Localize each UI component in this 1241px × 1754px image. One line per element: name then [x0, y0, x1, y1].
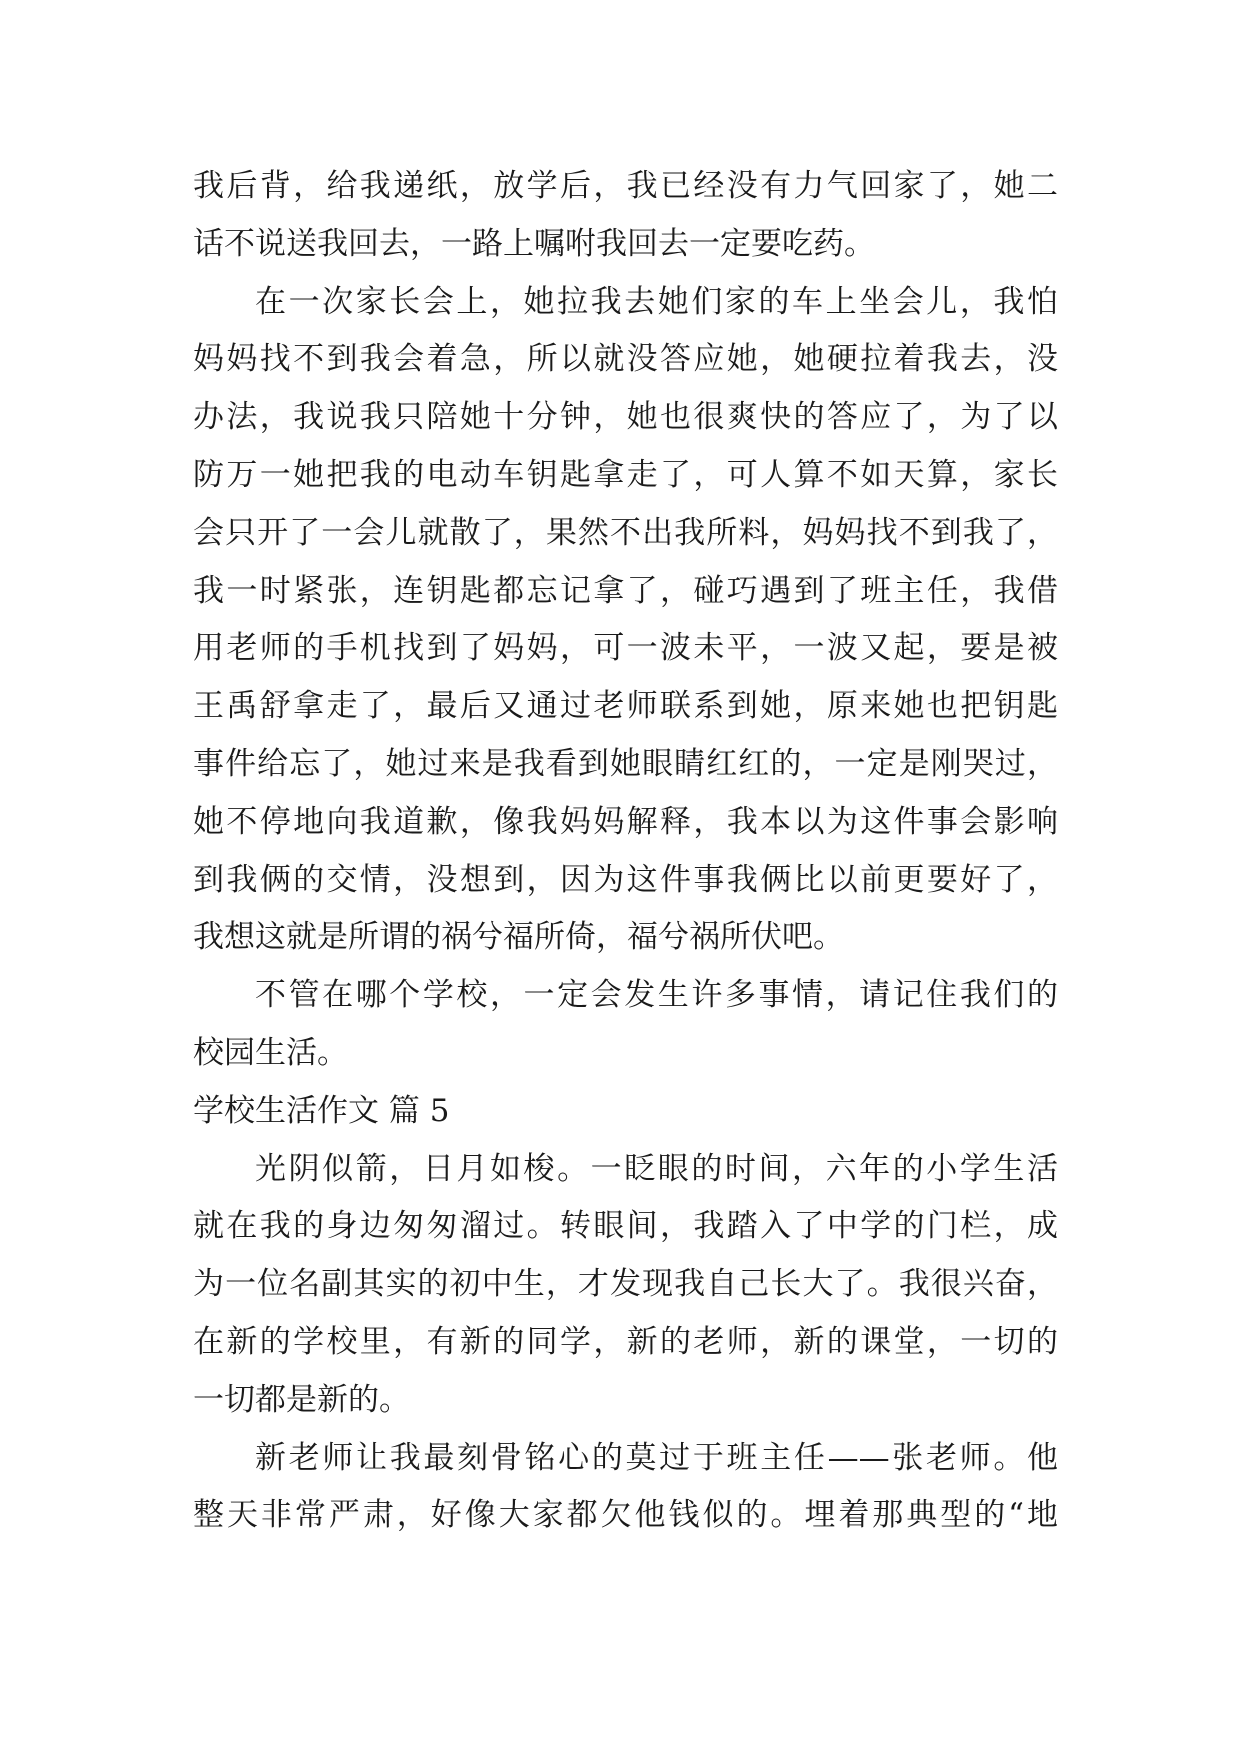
- text-line: 用老师的手机找到了妈妈，可一波未平，一波又起，要是被: [193, 630, 1058, 667]
- text-line: 就在我的身边匆匆溜过。转眼间，我踏入了中学的门栏，成: [193, 1208, 1058, 1245]
- paragraph-start-line: 新老师让我最刻骨铭心的莫过于班主任——张老师。他: [255, 1439, 1058, 1476]
- text-line: 为一位名副其实的初中生，才发现我自己长大了。我很兴奋，: [193, 1266, 1058, 1303]
- text-line: 办法，我说我只陪她十分钟，她也很爽快的答应了，为了以: [193, 399, 1058, 436]
- section-heading: 学校生活作文 篇 5: [193, 1092, 450, 1129]
- text-line: 防万一她把我的电动车钥匙拿走了，可人算不如天算，家长: [193, 456, 1058, 493]
- text-line: 我一时紧张，连钥匙都忘记拿了，碰巧遇到了班主任，我借: [193, 572, 1058, 609]
- paragraph-start-line: 在一次家长会上，她拉我去她们家的车上坐会儿，我怕: [255, 283, 1058, 320]
- text-line: 我想这就是所谓的祸兮福所倚，福兮祸所伏吧。: [193, 919, 844, 956]
- text-line: 话不说送我回去，一路上嘱咐我回去一定要吃药。: [193, 225, 875, 262]
- essay-text: [193, 158, 1058, 1545]
- text-line: 王禹舒拿走了，最后又通过老师联系到她，原来她也把钥匙: [193, 688, 1058, 725]
- paragraph-start-line: 不管在哪个学校，一定会发生许多事情，请记住我们的: [255, 977, 1058, 1014]
- text-line: 在新的学校里，有新的同学，新的老师，新的课堂，一切的: [193, 1323, 1058, 1360]
- text-line: 整天非常严肃，好像大家都欠他钱似的。埋着那典型的“地: [193, 1497, 1058, 1534]
- paragraph-start-line: 光阴似箭，日月如梭。一眨眼的时间，六年的小学生活: [255, 1150, 1058, 1187]
- text-line: 事件给忘了，她过来是我看到她眼睛红红的，一定是刚哭过，: [193, 745, 1058, 782]
- text-line: 一切都是新的。: [193, 1381, 410, 1418]
- text-line: 校园生活。: [193, 1034, 348, 1071]
- text-line: 到我俩的交情，没想到，因为这件事我俩比以前更要好了，: [193, 861, 1058, 898]
- text-line: 她不停地向我道歉，像我妈妈解释，我本以为这件事会影响: [193, 803, 1058, 840]
- text-line: 会只开了一会儿就散了，果然不出我所料，妈妈找不到我了，: [193, 514, 1058, 551]
- text-line: 我后背，给我递纸，放学后，我已经没有力气回家了，她二: [193, 168, 1058, 204]
- text-line: 妈妈找不到我会着急，所以就没答应她，她硬拉着我去，没: [193, 341, 1058, 378]
